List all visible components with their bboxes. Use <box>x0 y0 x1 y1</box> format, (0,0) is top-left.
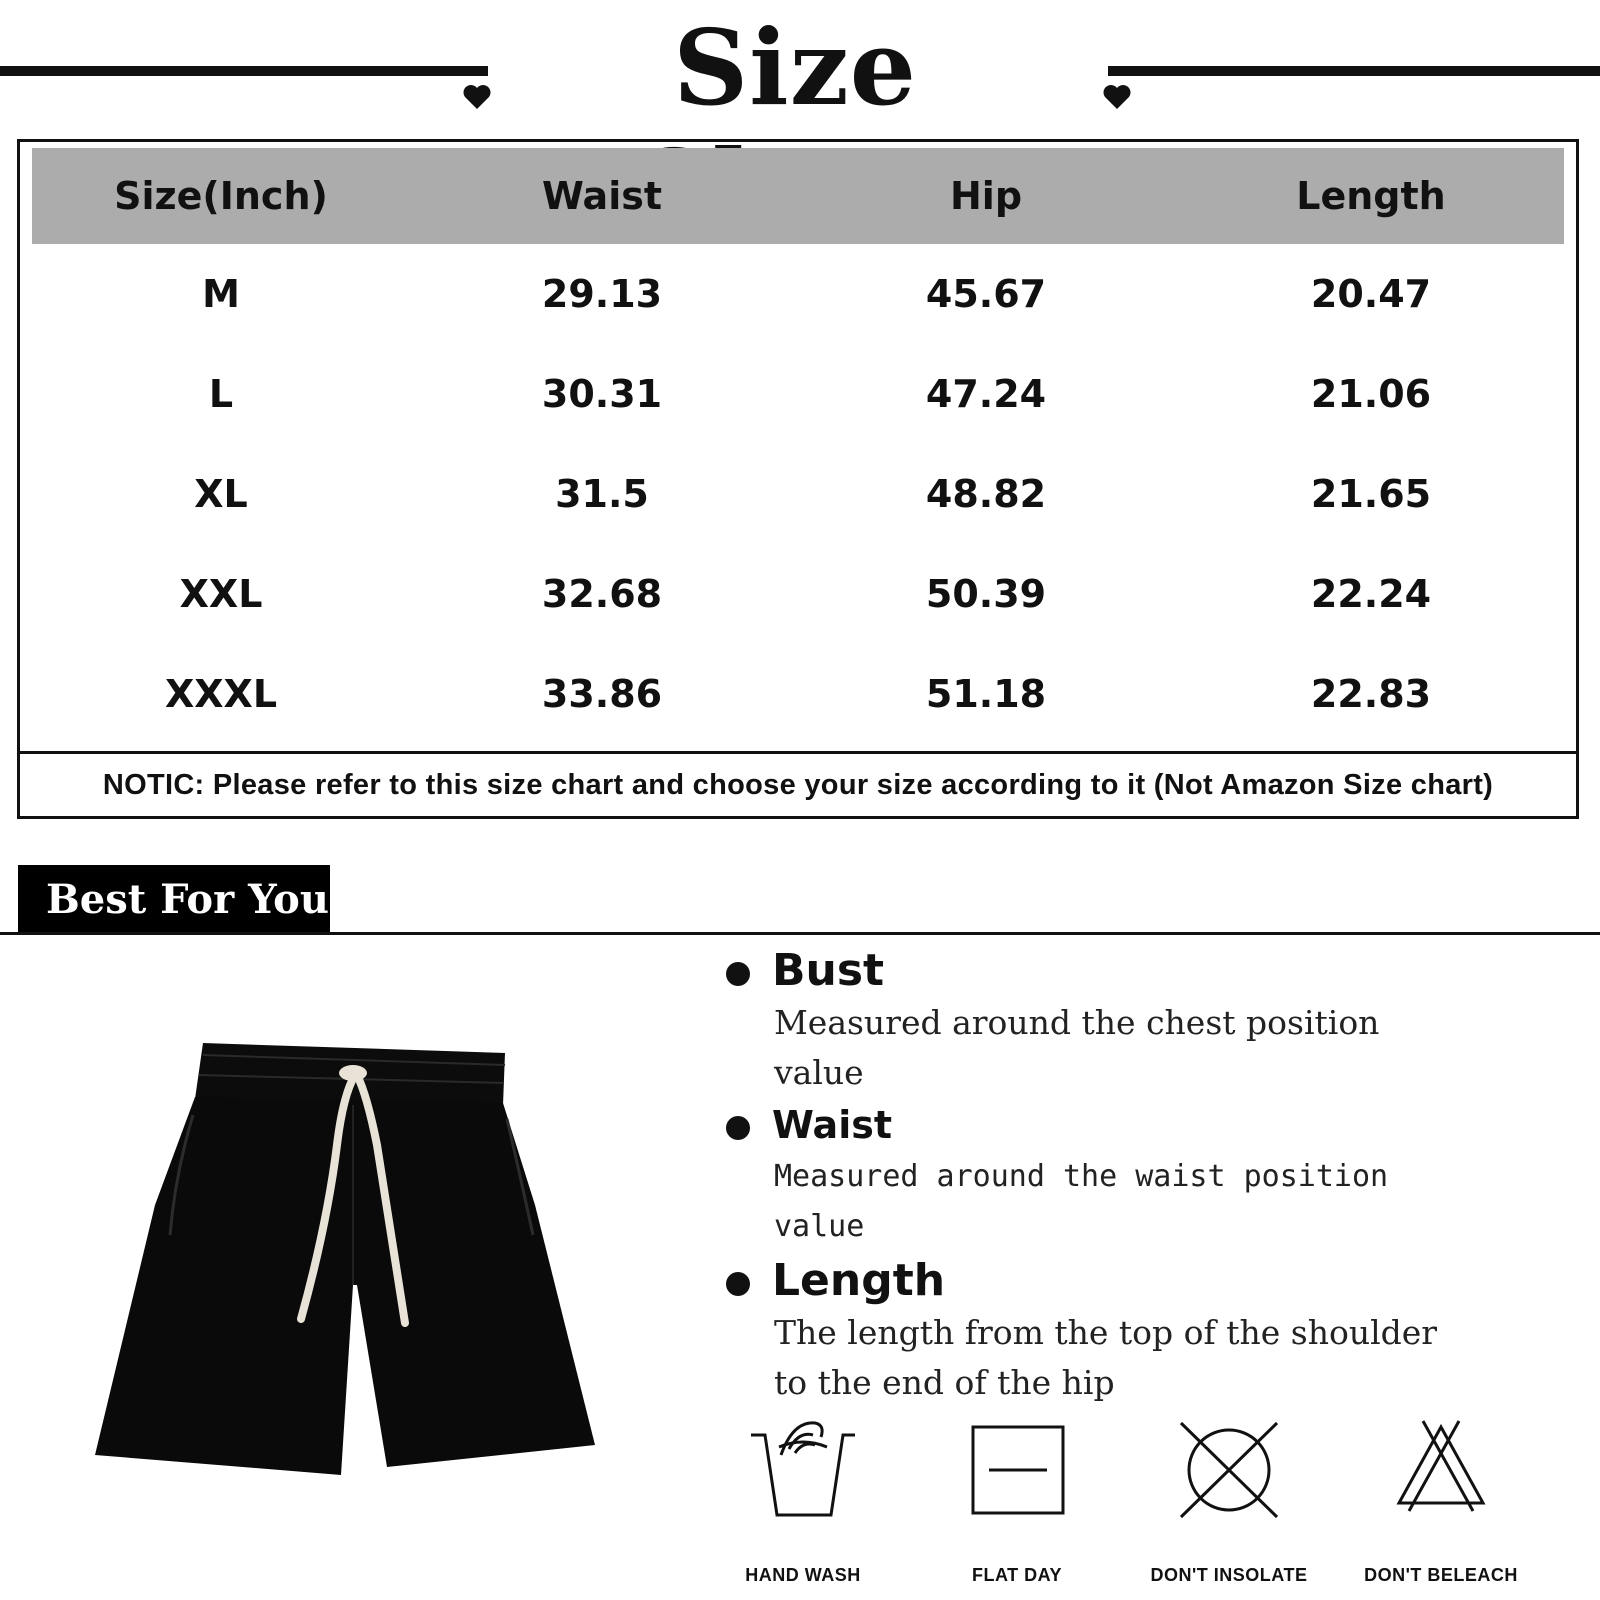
table-cell: 21.65 <box>1310 472 1432 516</box>
measure-length <box>726 1254 1446 1408</box>
table-row <box>32 244 1564 344</box>
table-cell: 51.18 <box>925 672 1047 716</box>
care-label: DON'T BELEACH <box>1364 1565 1518 1585</box>
hand-wash-icon <box>743 1415 863 1525</box>
table-row <box>32 344 1564 444</box>
table-cell: M <box>202 272 240 316</box>
bullet-icon <box>726 962 750 986</box>
no-tumble-icon <box>1169 1415 1289 1525</box>
measure-description: Measured around the chest position value <box>774 1003 1380 1092</box>
measure-label: Waist <box>772 1103 893 1147</box>
table-cell: XXXL <box>164 672 278 716</box>
size-notice: NOTIC: Please refer to this size chart and choose your size according to it (Not Amazon Size chart) <box>102 768 1494 801</box>
bullet-icon <box>726 1116 750 1140</box>
measure-label: Bust <box>772 945 885 996</box>
table-cell: 22.24 <box>1310 572 1432 616</box>
measure-waist <box>726 1098 1446 1252</box>
page-title: Size <box>673 6 917 129</box>
no-bleach-icon <box>1381 1415 1501 1525</box>
table-row <box>32 444 1564 544</box>
table-cell: 32.68 <box>541 572 663 616</box>
care-item <box>1346 1415 1536 1586</box>
table-cell: XXL <box>179 572 263 616</box>
table-row <box>32 544 1564 644</box>
table-row <box>32 644 1564 744</box>
table-cell: XL <box>194 472 248 516</box>
table-body <box>32 244 1564 744</box>
table-cell: 30.31 <box>541 372 663 416</box>
column-header: Hip <box>949 174 1023 218</box>
heart-icon <box>1102 82 1132 112</box>
shorts-image <box>95 1035 615 1505</box>
table-cell: 22.83 <box>1310 672 1432 716</box>
section-title: Best For You <box>18 865 330 935</box>
header-rule-left <box>0 66 488 76</box>
care-label: DON'T INSOLATE <box>1150 1565 1308 1585</box>
column-header: Length <box>1296 174 1446 218</box>
table-cell: 31.5 <box>555 472 649 516</box>
care-item <box>922 1415 1112 1586</box>
care-label: FLAT DAY <box>971 1565 1062 1585</box>
measure-description: The length from the top of the shoulder to the end of the hip <box>774 1313 1438 1402</box>
table-cell: 29.13 <box>541 272 663 316</box>
table-cell: 20.47 <box>1310 272 1432 316</box>
care-item <box>708 1415 898 1586</box>
table-cell: 33.86 <box>541 672 663 716</box>
header-rule-right <box>1108 66 1600 76</box>
section-divider <box>0 932 1600 935</box>
table-cell: 50.39 <box>925 572 1047 616</box>
heart-icon <box>462 82 492 112</box>
table-cell: 21.06 <box>1310 372 1432 416</box>
table-cell: 45.67 <box>925 272 1047 316</box>
table-header-row <box>32 148 1564 244</box>
column-header: Waist <box>541 174 662 218</box>
flat-dry-icon <box>957 1415 1077 1525</box>
table-cell: 47.24 <box>925 372 1047 416</box>
table-cell: L <box>208 372 234 416</box>
column-header: Size(Inch) <box>114 174 328 218</box>
measure-description: Measured around the waist position value <box>774 1159 1389 1244</box>
measure-label: Length <box>772 1255 946 1306</box>
bullet-icon <box>726 1272 750 1296</box>
size-table <box>17 139 1579 819</box>
care-label: HAND WASH <box>745 1565 861 1585</box>
table-cell: 48.82 <box>925 472 1047 516</box>
care-item <box>1134 1415 1324 1586</box>
measure-bust <box>726 944 1446 1098</box>
